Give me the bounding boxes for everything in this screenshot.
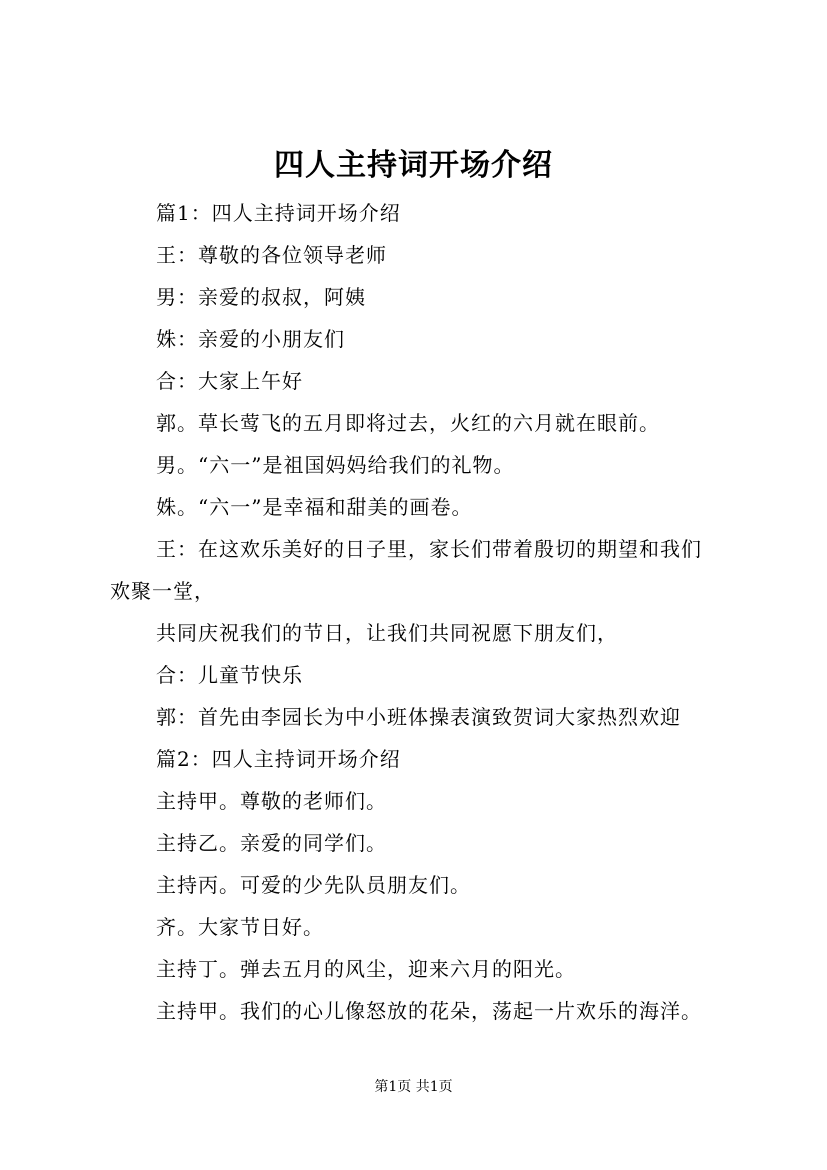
paragraph-line: 王：尊敬的各位领导老师 — [156, 243, 387, 267]
paragraph-line: 主持丁。弹去五月的风尘，迎来六月的阳光。 — [156, 957, 576, 981]
paragraph-line: 主持丙。可爱的少先队员朋友们。 — [156, 873, 471, 897]
paragraph-line: 主持甲。尊敬的老师们。 — [156, 789, 387, 813]
paragraph-line: 姝：亲爱的小朋友们 — [156, 327, 345, 351]
paragraph-line: 男。“六一”是祖国妈妈给我们的礼物。 — [156, 453, 515, 477]
paragraph-line: 合：大家上午好 — [156, 369, 303, 393]
section-heading: 篇1：四人主持词开场介绍 — [156, 201, 401, 225]
paragraph-line: 姝。“六一”是幸福和甜美的画卷。 — [156, 495, 473, 519]
section-heading: 篇2：四人主持词开场介绍 — [156, 747, 401, 771]
paragraph-line: 郭：首先由李园长为中小班体操表演致贺词大家热烈欢迎 — [156, 705, 681, 729]
page-footer: 第1页 共1页 — [374, 1079, 453, 1095]
paragraph-line: 男：亲爱的叔叔，阿姨 — [156, 285, 366, 309]
paragraph-line: 合：儿童节快乐 — [156, 663, 303, 687]
paragraph-line-continuation: 欢聚一堂， — [110, 579, 215, 603]
paragraph-line: 齐。大家节日好。 — [156, 915, 324, 939]
document-body — [110, 192, 738, 1032]
paragraph-line: 郭。草长莺飞的五月即将过去，火红的六月就在眼前。 — [156, 411, 660, 435]
document-title: 四人主持词开场介绍 — [274, 148, 553, 183]
paragraph-line: 共同庆祝我们的节日，让我们共同祝愿下朋友们， — [156, 621, 618, 645]
paragraph-line: 主持甲。我们的心儿像怒放的花朵，荡起一片欢乐的海洋。 — [156, 999, 702, 1023]
paragraph-line: 主持乙。亲爱的同学们。 — [156, 831, 387, 855]
paragraph-line: 王：在这欢乐美好的日子里，家长们带着殷切的期望和我们 — [156, 537, 702, 561]
